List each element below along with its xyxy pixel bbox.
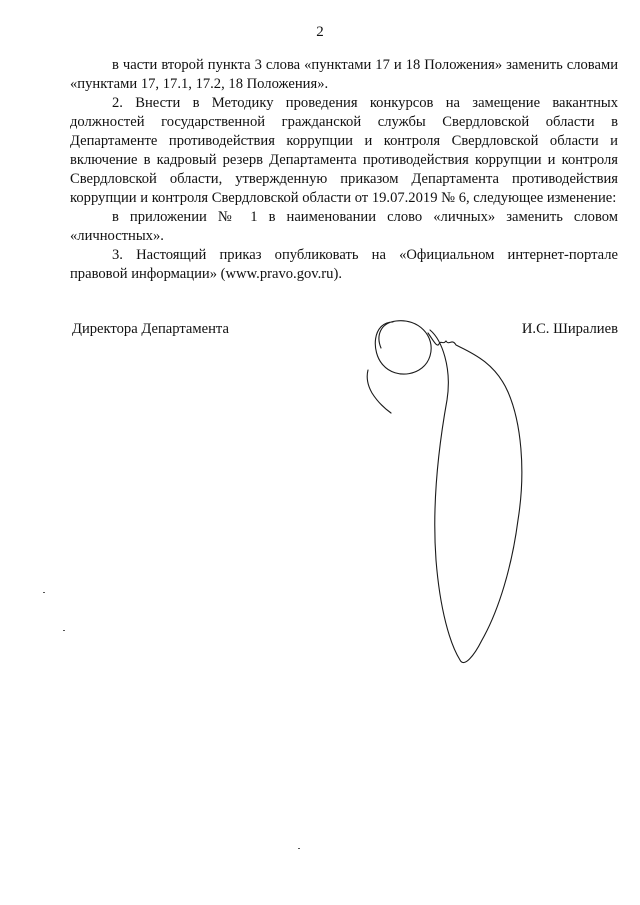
paragraph-appendix-change: в приложении № 1 в наименовании слово «личных» заменить словом «личностных».	[70, 209, 618, 244]
signatory-name: И.С. Ширалиев	[521, 321, 618, 337]
signature-block	[72, 321, 618, 343]
paragraph-item-3: 3. Настоящий приказ опубликовать на «Официальном интернет-портале правовой информации» (www.pravo.gov.ru).	[70, 247, 618, 282]
paragraph-item-2: 2. Внести в Методику проведения конкурсов на замещение вакантных должностей государственной гражданской службы Свердловской области в Департаменте противодействия коррупции и контроля Свердловской области и включение в кадровый резерв Департамента противодействия коррупции и контроля Свердловской области, утвержденную приказом Департамента противодействия коррупции и контроля Свердловской области от 19.07.2019 № 6, следующее изменение:	[70, 95, 618, 206]
signatory-title: Директора Департамента	[72, 321, 229, 337]
document-body	[70, 56, 618, 284]
paragraph-amendment-part-two: в части второй пункта 3 слова «пунктами 17 и 18 Положения» заменить словами «пунктами 17, 17.1, 17.2, 18 Положения».	[70, 57, 618, 92]
page-number: 2	[316, 24, 324, 40]
